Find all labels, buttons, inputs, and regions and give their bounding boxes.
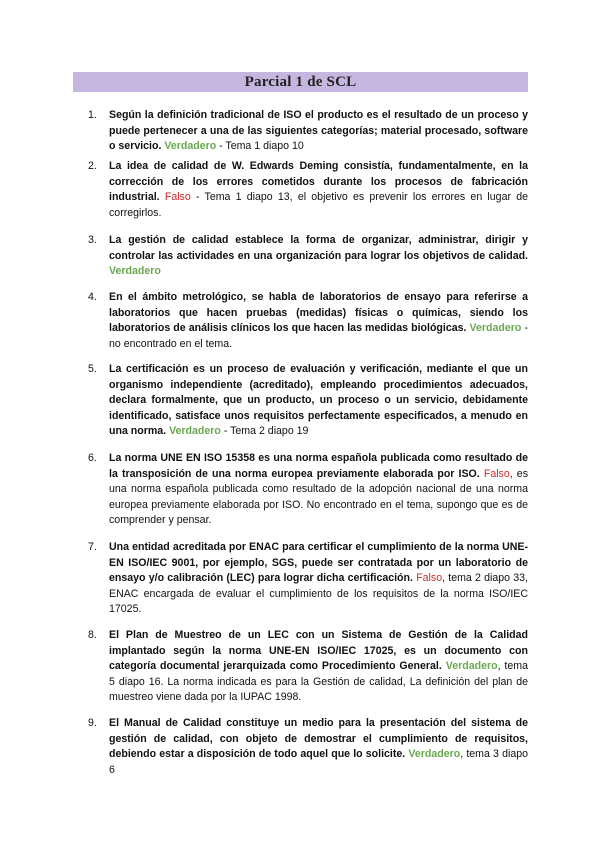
question-item-9 [88, 716, 528, 778]
answer-note: - Tema 2 diapo 19 [220, 425, 309, 437]
answer-note: , tema 5 diapo 16. La norma indicada es para la Gestión de calidad, La definición del plan de muestreo viene dada por la IUPAC 1998. [109, 660, 528, 703]
question-statement: La certificación es un proceso de evaluación y verificación, mediante el que un organismo independiente (acreditado), empleando procedimientos adecuados, declara formalmente, que un producto, un proceso o un servicio, debidamente identificado, satisface unos requisitos perfectamente especificados, a menudo en una norma. [109, 363, 528, 437]
answer-note: - Tema 1 diapo 13, el objetivo es prevenir los errores en lugar de corregirlos. [109, 191, 528, 219]
question-statement: En el ámbito metrológico, se habla de laboratorios de ensayo para referirse a laboratorios que hacen pruebas (medidas) físicas o químicas, siendo los laboratorios de análisis clínicos los que hacen las medidas biológicas. [109, 291, 528, 334]
answer-false: Falso [483, 467, 510, 480]
answer-true: Verdadero [445, 660, 498, 672]
question-number: 5. [88, 363, 97, 375]
question-number: 4. [88, 291, 97, 303]
question-item-7 [88, 540, 528, 618]
question-number: 9. [88, 717, 97, 729]
answer-true: Verdadero [164, 140, 217, 152]
question-item-2 [88, 159, 528, 221]
question-item-8 [88, 628, 528, 706]
answer-false: Falso [416, 572, 443, 584]
question-statement: La idea de calidad de W. Edwards Deming consistía, fundamentalmente, en la corrección de los errores cometidos durante los procesos de fabricación industrial. [109, 160, 528, 203]
answer-note: , es una norma española publicada como resultado de la adopción nacional de una norma europea previamente elaborada por ISO. No encontrado en el tema, supongo que es de comprender y pensar. [109, 467, 528, 526]
question-statement: La gestión de calidad establece la forma de organizar, administrar, dirigir y controlar las actividades en una organización para lograr los objetivos de calidad. [109, 234, 528, 262]
question-number: 8. [88, 629, 97, 641]
question-statement: Según la definición tradicional de ISO el producto es el resultado de un proceso y puede pertenecer a una de las siguientes categorías; material procesado, software o servicio. [109, 109, 528, 152]
question-number: 7. [88, 541, 97, 553]
answer-true: Verdadero [109, 265, 161, 277]
question-item-3 [88, 233, 528, 280]
answer-note: - no encontrado en el tema. [109, 322, 528, 350]
question-number: 6. [88, 452, 97, 464]
question-item-1 [88, 108, 528, 155]
answer-true: Verdadero [408, 748, 461, 760]
question-statement: La norma UNE EN ISO 15358 es una norma española publicada como resultado de la transposición de una norma europea previamente elaborada por ISO. [109, 452, 528, 480]
title-banner [73, 72, 528, 92]
answer-true: Verdadero [169, 425, 221, 437]
question-number: 1. [88, 109, 97, 121]
question-item-5 [88, 362, 528, 440]
question-item-4 [88, 290, 528, 352]
answer-note: , tema 3 diapo 6 [109, 748, 528, 776]
answer-note: - Tema 1 diapo 10 [216, 140, 304, 152]
answer-false: Falso [164, 191, 191, 203]
question-statement: Una entidad acreditada por ENAC para certificar el cumplimiento de la norma UNE-EN ISO/IEC 9001, por ejemplo, SGS, puede ser contratada por un laboratorio de ensayo y/o calibración (LEC) para lograr dicha certificación. [109, 541, 528, 584]
question-number: 3. [88, 234, 97, 246]
question-number: 2. [88, 160, 97, 172]
answer-true: Verdadero [469, 322, 522, 334]
question-statement: El Manual de Calidad constituye un medio para la presentación del sistema de gestión de calidad, con objeto de demostrar el cumplimiento de requisitos, debiendo estar a disposición de todo aquel que lo solicite. [109, 717, 528, 760]
answer-note: , tema 2 diapo 33, ENAC encargada de evaluar el cumplimiento de los requisitos de la norma ISO/IEC 17025. [109, 572, 529, 615]
question-item-6 [88, 451, 528, 529]
page-title: Parcial 1 de SCL [244, 73, 357, 90]
question-statement: El Plan de Muestreo de un LEC con un Sistema de Gestión de la Calidad implantado según la norma UNE-EN ISO/IEC 17025, es un documento con categoría documental jerarquizada como Procedimiento General. [109, 629, 528, 672]
